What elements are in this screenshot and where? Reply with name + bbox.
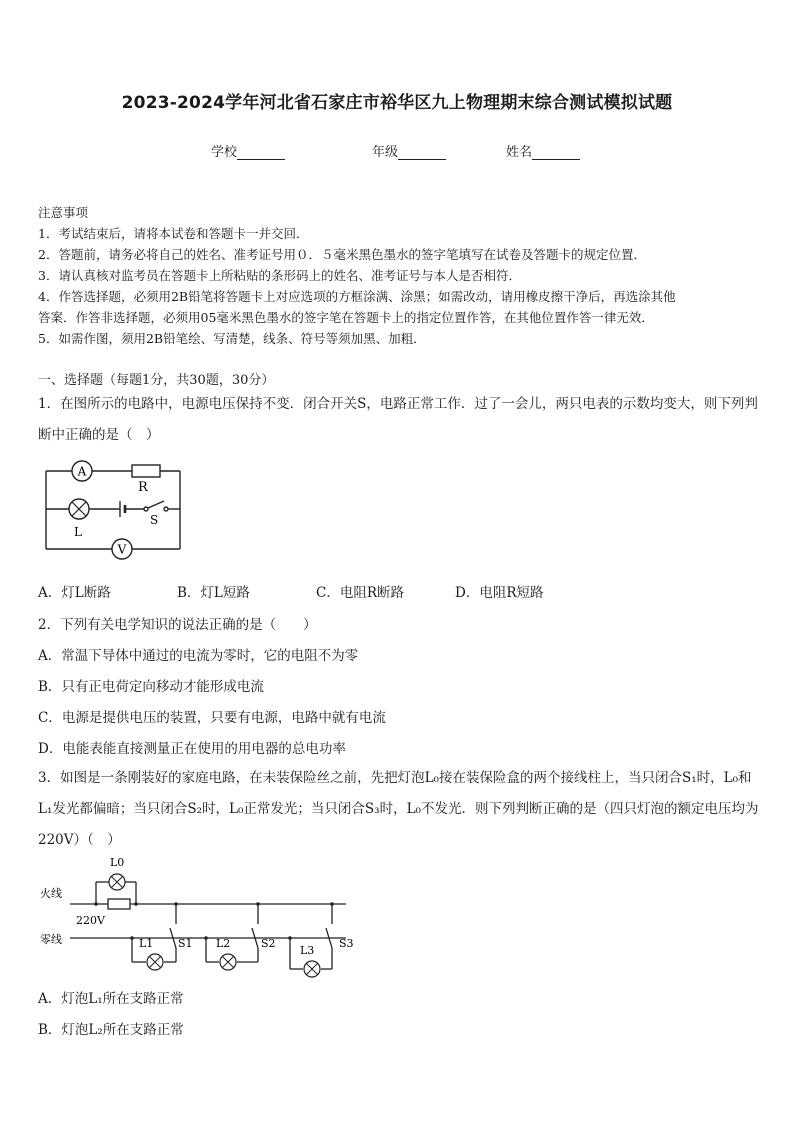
grade-label: 年级 bbox=[372, 145, 399, 160]
ammeter-label: A bbox=[77, 464, 87, 479]
lamp-l2-icon bbox=[220, 954, 236, 970]
q3-option-a[interactable]: A．灯泡L₁所在支路正常 bbox=[38, 991, 184, 1007]
option-a[interactable]: A．灯L断路 bbox=[38, 585, 111, 601]
lamp-l1-icon bbox=[147, 954, 163, 970]
page-title: 2023-2024学年河北省石家庄市裕华区九上物理期末综合测试模拟试题 bbox=[121, 93, 673, 113]
q3-stem: 3．如图是一条刚装好的家庭电路，在未装保险丝之前，先把灯泡L₀接在装保险盒的两个接线柱上，当只闭合S₁时，L₀和L₁发光都偏暗；当只闭合S₂时，L₀正常发光；当只闭合S₃时，L₀不发光．则下列判断正确的是（四只灯泡的额定电压均为220V）（ ） bbox=[38, 770, 759, 848]
note-item: 5．如需作图，须用2B铅笔绘、写清楚，线条、符号等须加黑、加粗． bbox=[38, 331, 426, 346]
q2-option-a[interactable]: A．常温下导体中通过的电流为零时，它的电阻不为零 bbox=[38, 648, 359, 664]
resistor-label: R bbox=[138, 480, 148, 495]
note-item: 答案．作答非选择题，必须用05毫米黑色墨水的签字笔在答题卡上的指定位置作答，在其他位置作答一律无效． bbox=[38, 310, 654, 325]
option-b[interactable]: B．灯L短路 bbox=[177, 585, 250, 601]
option-c[interactable]: C．电阻R断路 bbox=[316, 585, 404, 601]
q3-option-b[interactable]: B．灯泡L₂所在支路正常 bbox=[38, 1022, 184, 1038]
lamp-icon bbox=[69, 499, 89, 519]
label-l3: L3 bbox=[300, 944, 315, 957]
q3-household-circuit bbox=[36, 852, 366, 982]
voltmeter-icon bbox=[112, 539, 132, 559]
school-blank[interactable] bbox=[237, 145, 285, 160]
label-neutral-wire: 零线 bbox=[40, 933, 62, 946]
label-220v: 220V bbox=[76, 914, 105, 927]
q2-option-d[interactable]: D．电能表能直接测量正在使用的用电器的总电功率 bbox=[38, 741, 346, 757]
label-l2: L2 bbox=[216, 937, 231, 950]
school-label: 学校 bbox=[211, 145, 238, 160]
lamp-label: L bbox=[74, 525, 82, 539]
q2-option-c[interactable]: C．电源是提供电压的装置，只要有电源，电路中就有电流 bbox=[38, 710, 386, 726]
label-s1: S1 bbox=[178, 937, 193, 950]
name-field[interactable] bbox=[506, 141, 580, 160]
name-label: 姓名 bbox=[506, 145, 533, 160]
name-blank[interactable] bbox=[532, 145, 580, 160]
lamp-l0-icon bbox=[109, 874, 125, 890]
label-live-wire: 火线 bbox=[40, 887, 62, 900]
option-d[interactable]: D．电阻R短路 bbox=[455, 585, 544, 601]
label-s2: S2 bbox=[261, 937, 276, 950]
q1-options bbox=[38, 581, 544, 601]
q2-stem: 2．下列有关电学知识的说法正确的是（ ） bbox=[38, 617, 317, 633]
label-s3: S3 bbox=[339, 937, 354, 950]
q1-stem: 1．在图所示的电路中，电源电压保持不变．闭合开关S，电路正常工作．过了一会儿，两只电表的示数均变大，则下列判断中正确的是（ ） bbox=[38, 396, 758, 443]
ammeter-icon bbox=[72, 461, 92, 481]
grade-blank[interactable] bbox=[398, 145, 446, 160]
notes-heading: 注意事项 bbox=[38, 205, 89, 220]
lamp-l3-icon bbox=[304, 961, 320, 977]
q2-option-b[interactable]: B．只有正电荷定向移动才能形成电流 bbox=[38, 679, 264, 695]
section-heading: 一、选择题（每题1分，共30题，30分） bbox=[38, 373, 275, 388]
school-field[interactable] bbox=[211, 141, 285, 160]
note-item: 4．作答选择题，必须用2B铅笔将答题卡上对应选项的方框涂满、涂黑；如需改动，请用橡皮擦干净后，再选涂其他 bbox=[38, 289, 676, 304]
label-l1: L1 bbox=[139, 937, 154, 950]
voltmeter-label: V bbox=[117, 542, 127, 557]
note-item: 3．请认真核对监考员在答题卡上所粘贴的条形码上的姓名、准考证号与本人是否相符． bbox=[38, 268, 521, 283]
note-item: 1．考试结束后，请将本试卷和答题卡一并交回． bbox=[38, 226, 309, 241]
q1-circuit-diagram bbox=[40, 456, 190, 560]
grade-field[interactable] bbox=[372, 141, 446, 160]
note-item: 2．答题前，请务必将自己的姓名、准考证号用０．５毫米黑色墨水的签字笔填写在试卷及答题卡的规定位置． bbox=[38, 247, 646, 262]
switch-label: S bbox=[150, 513, 159, 527]
label-l0: L0 bbox=[110, 856, 125, 869]
